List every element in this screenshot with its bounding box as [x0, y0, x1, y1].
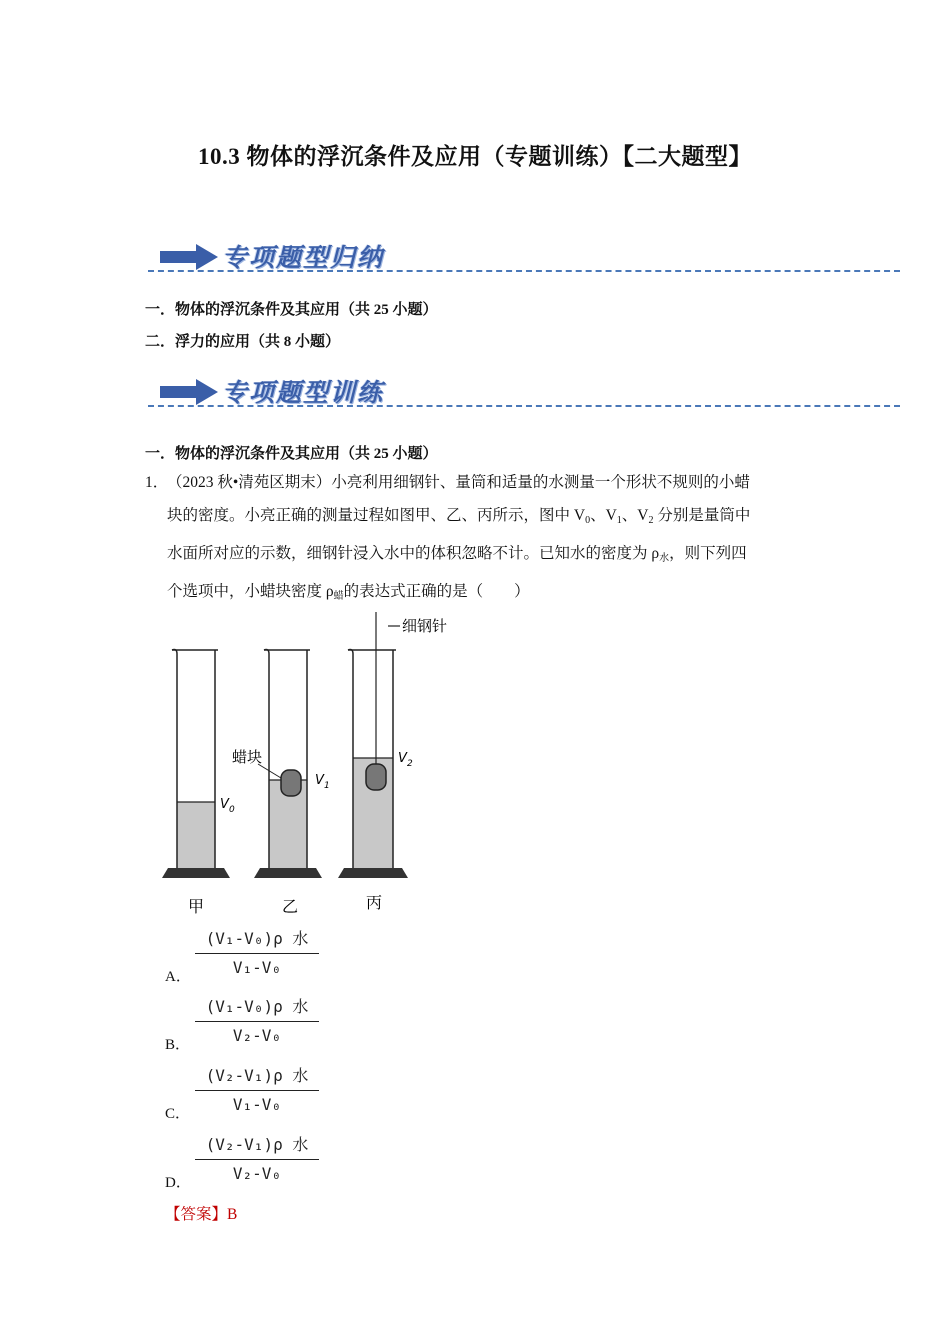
cylinder-jia: [162, 650, 235, 879]
answer: 【答案】B: [165, 1206, 238, 1223]
question-number: 1．: [145, 474, 169, 491]
question-line-4: 个选项中，小蜡块密度 $\rho_蜡$的表达式正确的是（ ）: [167, 583, 530, 602]
arrow-right-icon: [160, 244, 218, 270]
wax-block: [366, 764, 386, 790]
label-v2: V: [398, 751, 407, 766]
question-1: [145, 466, 810, 613]
dashed-divider: [148, 405, 900, 407]
option-letter: D．: [165, 1175, 191, 1191]
option-letter: A．: [165, 969, 191, 985]
label-jia: 甲: [187, 897, 205, 916]
banner-text: 专项题型归纳: [222, 243, 385, 272]
label-steel-needle: 细钢针: [402, 617, 448, 635]
option-formula: (V₁-V₀)ρ 水 V₂-V₀: [195, 993, 319, 1050]
label-wax-block: 蜡块: [232, 748, 263, 766]
section-heading: 一．物体的浮沉条件及其应用（共 25 小题）: [145, 446, 438, 462]
toc-item-2[interactable]: 二．浮力的应用（共 8 小题）: [145, 334, 341, 350]
cylinder-yi: [232, 650, 330, 879]
page-title: 10.3 物体的浮沉条件及应用（专题训练）【二大题型】: [198, 144, 752, 169]
toc-item-1[interactable]: 一．物体的浮沉条件及其应用（共 25 小题）: [145, 302, 438, 318]
svg-text:0: 0: [229, 805, 235, 815]
option-formula: (V₂-V₁)ρ 水 V₂-V₀: [195, 1131, 319, 1188]
arrow-right-icon: [160, 379, 218, 405]
section-banner-summary: [148, 238, 900, 278]
option-formula: (V₁-V₀)ρ 水 V₁-V₀: [195, 925, 319, 982]
option-letter: B．: [165, 1037, 191, 1053]
option-letter: C．: [165, 1106, 191, 1122]
label-v0: V: [220, 797, 229, 812]
label-yi: 乙: [281, 897, 299, 916]
label-v1: V: [315, 773, 324, 788]
dashed-divider: [148, 270, 900, 272]
question-line-1: （2023 秋•清苑区期末）小亮利用细钢针、量筒和适量的水测量一个形状不规则的小蜡: [167, 474, 750, 491]
cylinder-figure: [160, 612, 470, 922]
svg-text:1: 1: [324, 781, 330, 791]
label-bing: 丙: [365, 893, 383, 912]
question-line-2: 块的密度。小亮正确的测量过程如图甲、乙、丙所示，图中 $V_0$、$V_1$、$V_2$ 分别是量筒中: [167, 507, 751, 526]
question-line-3: 水面所对应的示数，细钢针浸入水中的体积忽略不计。已知水的密度为 $\rho_水$，则下列四: [167, 545, 747, 564]
cylinder-bing: [338, 612, 447, 878]
section-banner-training: [148, 373, 900, 413]
option-formula: (V₂-V₁)ρ 水 V₁-V₀: [195, 1062, 319, 1119]
banner-text: 专项题型训练: [222, 378, 385, 407]
wax-block: [281, 770, 301, 796]
svg-text:2: 2: [407, 759, 413, 769]
